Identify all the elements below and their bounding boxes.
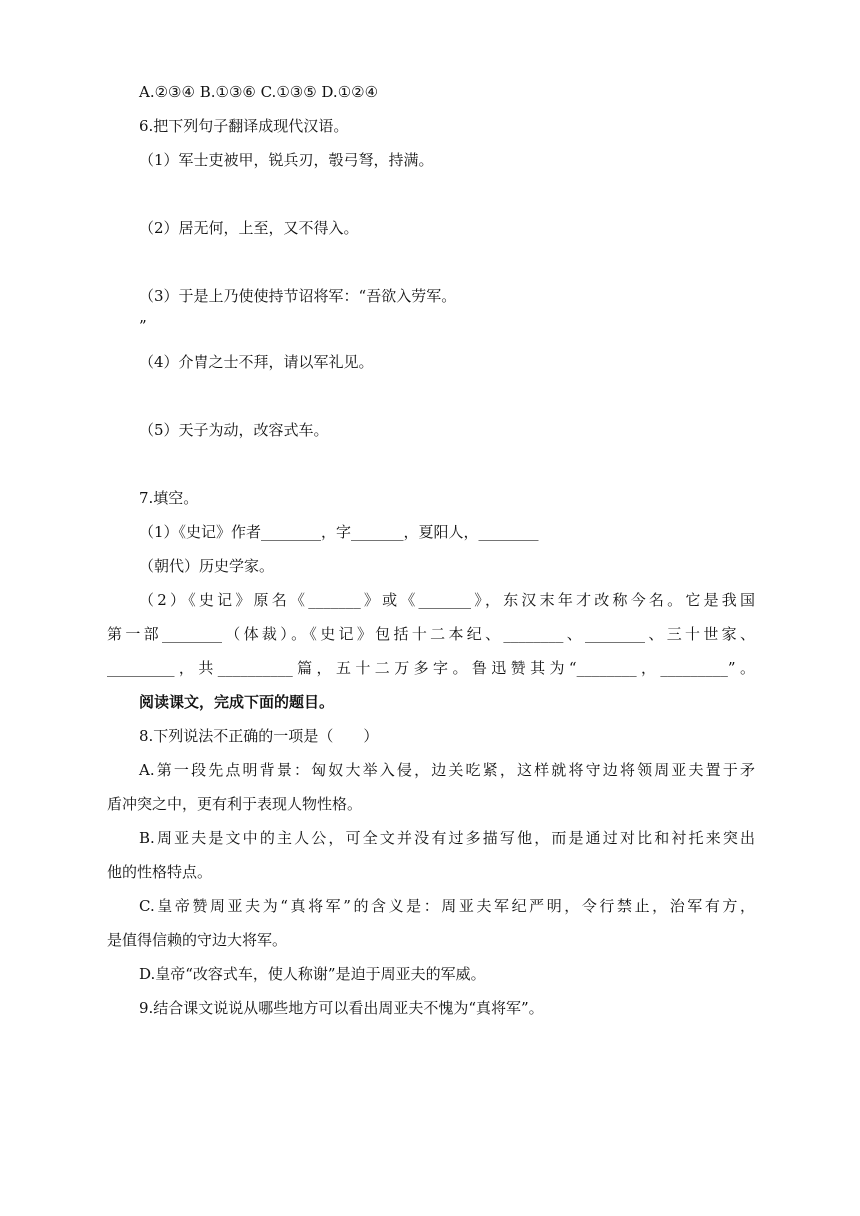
q8-option-b-line-1: B.周亚夫是文中的主人公，可全文并没有过多描写他，而是通过对比和衬托来突出 bbox=[139, 829, 755, 847]
q8-title: 8.下列说法不正确的一项是（ ） bbox=[139, 727, 379, 745]
q6-item-5: （5）天子为动，改容式车。 bbox=[139, 421, 329, 439]
q6-item-2: （2）居无何，上至，又不得入。 bbox=[139, 219, 359, 237]
q8-option-c-line-2: 是值得信赖的守边大将军。 bbox=[107, 931, 288, 949]
q5-options: A.②③④ B.①③⑥ C.①③⑤ D.①②④ bbox=[139, 83, 379, 101]
q8-option-a-line-1: A.第一段先点明背景：匈奴大举入侵，边关吃紧，这样就将守边将领周亚夫置于矛 bbox=[139, 761, 755, 779]
q6-title: 6.把下列句子翻译成现代汉语。 bbox=[139, 117, 349, 135]
q7-line-4: 第一部________（体裁）。《史记》包括十二本纪、________、________、三十世家、 bbox=[107, 625, 755, 643]
q8-option-b-line-2: 他的性格特点。 bbox=[107, 863, 213, 881]
q7-line-5: _________，共__________篇，五十二万多字。鲁迅赞其为“________，_________”。 bbox=[107, 659, 755, 677]
q8-option-c-line-1: C.皇帝赞周亚夫为“真将军”的含义是：周亚夫军纪严明，令行禁止，治军有方， bbox=[139, 897, 755, 915]
q6-item-3: （3）于是上乃使使持节诏将军：“吾欲入劳军。 bbox=[139, 287, 457, 305]
q7-line-3: （2）《史记》原名《_______》或《_______》，东汉末年才改称今名。它是我国 bbox=[139, 591, 755, 609]
q6-item-3-closing-quote: ” bbox=[139, 317, 147, 335]
q7-title: 7.填空。 bbox=[139, 489, 199, 507]
q8-option-a-line-2: 盾冲突之中，更有利于表现人物性格。 bbox=[107, 795, 363, 813]
section-heading: 阅读课文，完成下面的题目。 bbox=[139, 693, 335, 711]
q9-title: 9.结合课文说说从哪些地方可以看出周亚夫不愧为“真将军”。 bbox=[139, 999, 544, 1017]
q7-line-1: （1）《史记》作者________，字_______，夏阳人，________ bbox=[139, 523, 539, 541]
q8-option-d: D.皇帝“改容式车，使人称谢”是迫于周亚夫的军威。 bbox=[139, 965, 486, 983]
q7-line-2: （朝代）历史学家。 bbox=[139, 557, 275, 575]
q6-item-4: （4）介胄之士不拜，请以军礼见。 bbox=[139, 353, 374, 371]
q6-item-1: （1）军士吏被甲，锐兵刃，彀弓弩，持满。 bbox=[139, 151, 434, 169]
